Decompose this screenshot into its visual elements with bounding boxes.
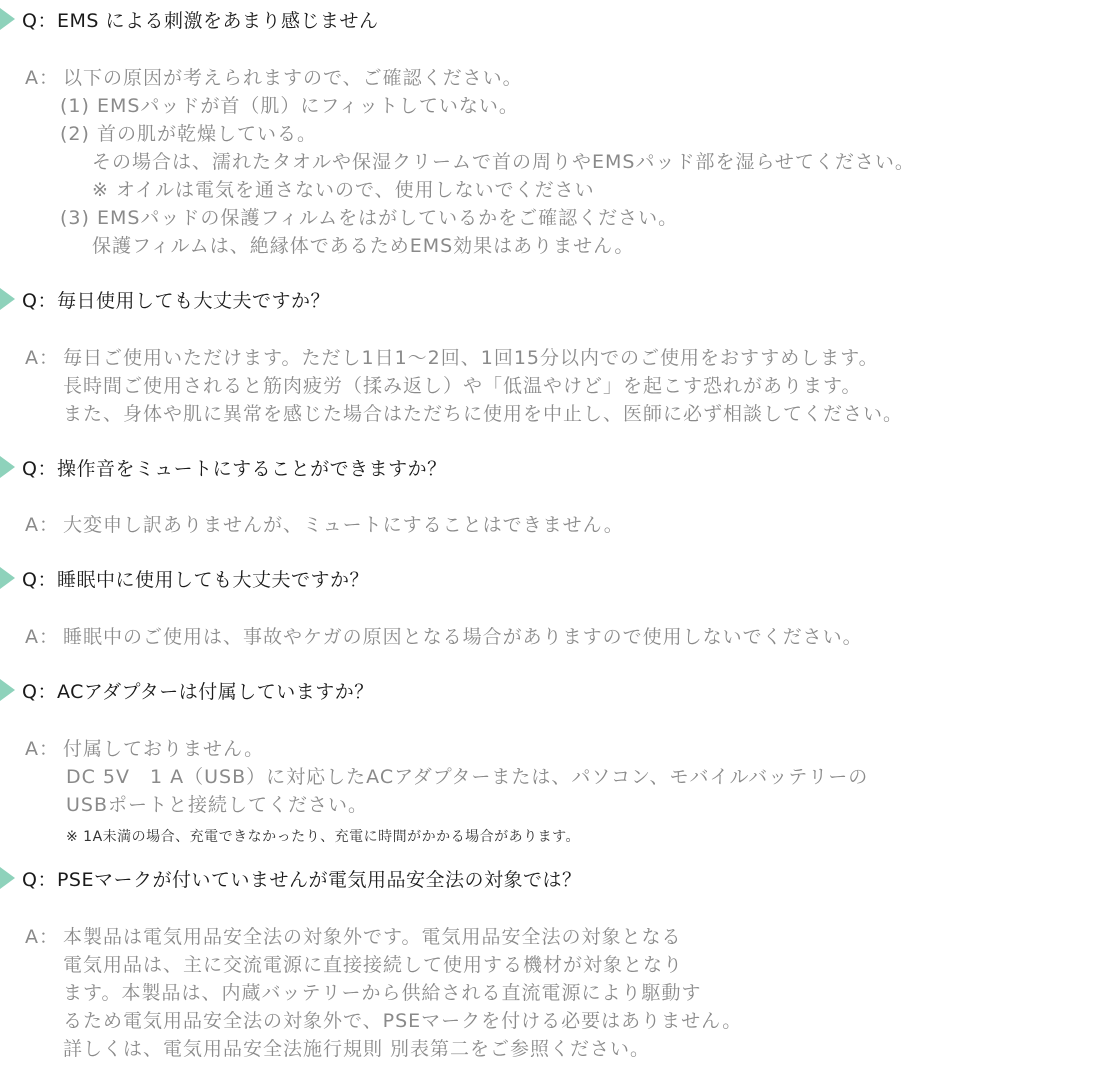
answer-prefix: A： (25, 347, 59, 369)
answer-text: 詳しくは、電気用品安全法施行規則 別表第二をご参照ください。 (63, 1038, 651, 1060)
answer-detail: ※ オイルは電気を通さないので、使用しないでください (92, 179, 595, 201)
answer-detail: その場合は、濡れたタオルや保湿クリームで首の周りやEMSパッド部を湿らせてください。 (92, 151, 915, 173)
answer-detail: 保護フィルムは、絶縁体であるためEMS効果はありません。 (92, 235, 635, 257)
faq-question-2 (0, 284, 330, 314)
faq-answer-4 (25, 622, 863, 649)
faq-question-1 (0, 4, 378, 34)
answer-text: 毎日ご使用いただけます。ただし1日1～2回、1回15分以内でのご使用をおすすめします。 (63, 347, 879, 369)
triangle-bullet-icon (0, 679, 15, 701)
answer-prefix: A： (25, 514, 59, 536)
faq-question-5 (0, 675, 374, 705)
triangle-bullet-icon (0, 867, 15, 889)
faq-answer-2 (25, 343, 879, 370)
faq-answer-1 (25, 63, 523, 90)
answer-prefix: A： (25, 626, 59, 648)
answer-text: 睡眠中のご使用は、事故やケガの原因となる場合がありますので使用しないでください。 (63, 626, 863, 648)
answer-text: 長時間ご使用されると筋肉疲労（揉み返し）や「低温やけど」を起こす恐れがあります。 (63, 375, 862, 397)
answer-text: 大変申し訳ありませんが、ミュートにすることはできません。 (63, 514, 624, 536)
faq-question-3 (0, 452, 447, 482)
faq-answer-3 (25, 510, 624, 537)
answer-item: (2) 首の肌が乾燥している。 (60, 123, 317, 145)
triangle-bullet-icon (0, 8, 15, 30)
triangle-bullet-icon (0, 288, 15, 310)
answer-prefix: A： (25, 67, 59, 89)
question-text: Q：PSEマークが付いていませんが電気用品安全法の対象では？ (22, 868, 582, 891)
faq-answer-6 (25, 922, 681, 949)
answer-item: (1) EMSパッドが首（肌）にフィットしていない。 (60, 95, 519, 117)
question-text: Q：ACアダプターは付属していますか？ (22, 680, 374, 703)
answer-item: (3) EMSパッドの保護フィルムをはがしているかをご確認ください。 (60, 207, 679, 229)
faq-question-6 (0, 863, 581, 893)
answer-text: 付属しておりません。 (63, 738, 265, 760)
question-text: Q：操作音をミュートにすることができますか？ (22, 457, 447, 480)
faq-question-4 (0, 563, 369, 593)
answer-text: また、身体や肌に異常を感じた場合はただちに使用を中止し、医師に必ず相談してください。 (63, 403, 904, 425)
question-text: Q：毎日使用しても大丈夫ですか？ (22, 289, 330, 312)
triangle-bullet-icon (0, 567, 15, 589)
answer-text: DC 5V 1 A（USB）に対応したACアダプターまたは、パソコン、モバイルバッテリーの (66, 766, 869, 788)
answer-note: ※ 1A未満の場合、充電できなかったり、充電に時間がかかる場合があります。 (66, 829, 581, 845)
answer-text: 以下の原因が考えられますので、ご確認ください。 (63, 67, 523, 89)
answer-text: ます。本製品は、内蔵バッテリーから供給される直流電源により駆動す (63, 982, 702, 1004)
faq-answer-5 (25, 734, 264, 761)
answer-text: USBポートと接続してください。 (66, 794, 369, 816)
answer-prefix: A： (25, 926, 59, 948)
answer-text: 本製品は電気用品安全法の対象外です。電気用品安全法の対象となる (63, 926, 682, 948)
answer-text: 電気用品は、主に交流電源に直接接続して使用する機材が対象となり (63, 954, 684, 976)
answer-prefix: A： (25, 738, 59, 760)
triangle-bullet-icon (0, 456, 15, 478)
question-text: Q：EMS による刺激をあまり感じません (22, 9, 379, 32)
answer-text: るため電気用品安全法の対象外で、PSEマークを付ける必要はありません。 (63, 1010, 743, 1032)
question-text: Q：睡眠中に使用しても大丈夫ですか？ (22, 568, 369, 591)
